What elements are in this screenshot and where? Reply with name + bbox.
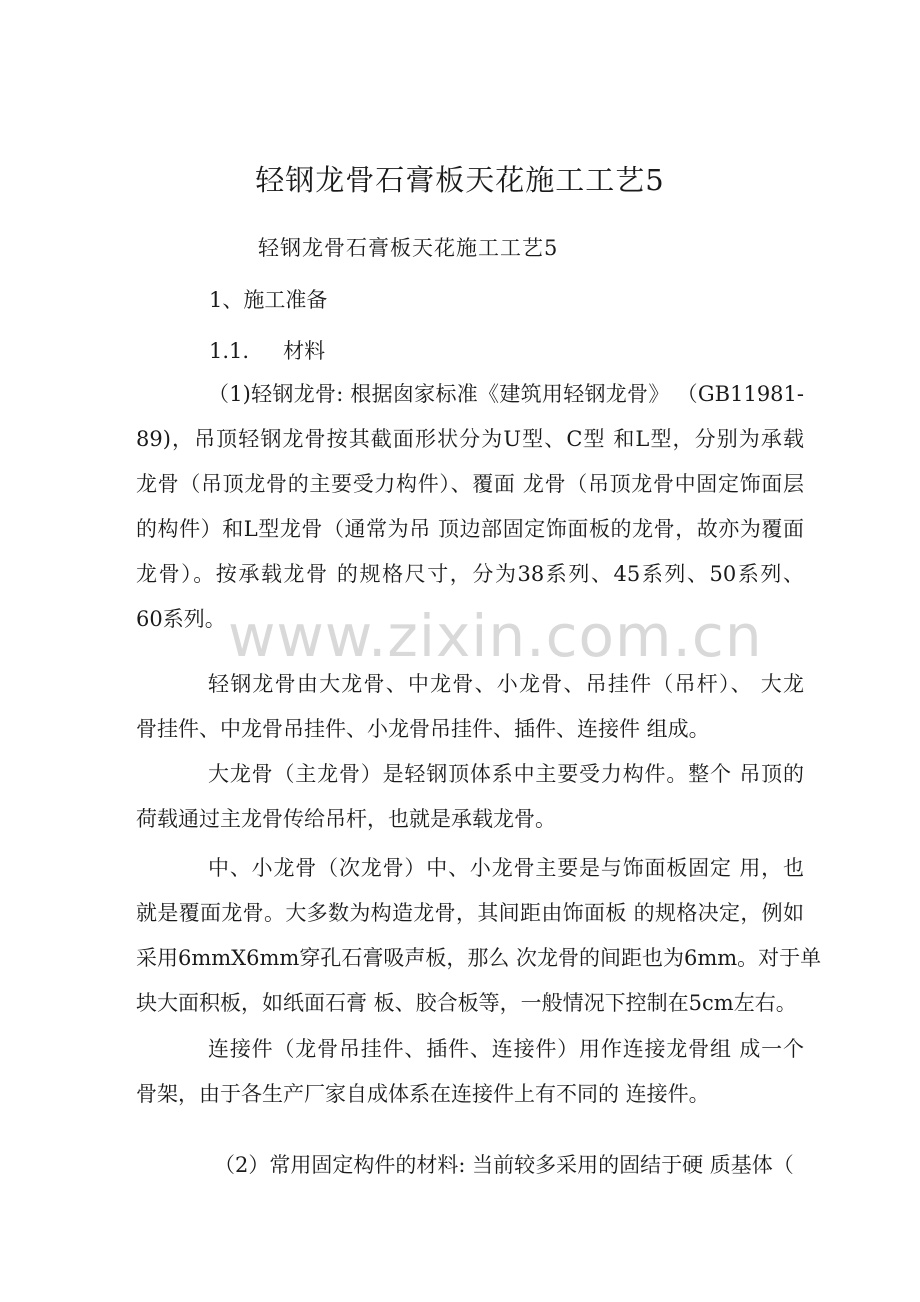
section-number: 1.1. bbox=[209, 339, 250, 363]
paragraph-line: 60系列。 bbox=[136, 607, 226, 631]
paragraph-line: （1)轻钢龙骨: 根据囱家标准《建筑用轻钢龙骨》 （GB11981- bbox=[208, 382, 804, 406]
paragraph-line: 采用6mmX6mm穿孔石膏吸声板，那么 次龙骨的间距也为6mm。对于单 bbox=[136, 946, 822, 970]
paragraph-line: 骨挂件、中龙骨吊挂件、小龙骨吊挂件、插件、连接件 组成。 bbox=[136, 717, 710, 741]
paragraph-fixing-materials bbox=[136, 1143, 804, 1188]
paragraph-line: 龙骨）。按承载龙骨 的规格尺寸，分为38系列、45系列、50系列、 bbox=[136, 562, 804, 586]
paragraph-light-steel-keel bbox=[136, 372, 804, 642]
paragraph-line: 89)，吊顶轻钢龙骨按其截面形状分为U型、C型 和L型，分别为承载 bbox=[136, 427, 804, 451]
paragraph-secondary-keel bbox=[136, 846, 822, 1026]
paragraph-line: 轻钢龙骨由大龙骨、中龙骨、小龙骨、吊挂件（吊杆）、 大龙 bbox=[208, 672, 804, 696]
paragraph-line: 中、小龙骨（次龙骨）中、小龙骨主要是与饰面板固定 用，也 bbox=[208, 856, 804, 880]
paragraph-line: 荷载通过主龙骨传给吊杆，也就是承载龙骨。 bbox=[136, 807, 556, 831]
document-title: 轻钢龙骨石膏板天花施工工艺5 bbox=[255, 163, 665, 197]
paragraph-line: 的构件）和L型龙骨（通常为吊 顶边部固定饰面板的龙骨，故亦为覆面 bbox=[136, 517, 804, 541]
section-heading-1: 1、施工准备 bbox=[209, 288, 328, 312]
paragraph-keel-components bbox=[136, 662, 804, 752]
paragraph-main-keel bbox=[136, 752, 804, 842]
watermark: www.zixin.com.cn bbox=[228, 602, 763, 670]
paragraph-line: （2）常用固定构件的材料: 当前较多采用的固结于硬 质基体（ bbox=[214, 1153, 794, 1177]
paragraph-line: 块大面积板，如纸面石膏 板、胶合板等，一般情况下控制在5cm左右。 bbox=[136, 991, 797, 1015]
paragraph-line: 龙骨（吊顶龙骨的主要受力构件）、覆面 龙骨（吊顶龙骨中固定饰面层 bbox=[136, 472, 804, 496]
section-heading-1-1 bbox=[209, 335, 325, 365]
paragraph-line: 骨架，由于各生产厂家自成体系在连接件上有不同的 连接件。 bbox=[136, 1082, 710, 1106]
section-label: 材料 bbox=[283, 339, 326, 363]
paragraph-line: 连接件（龙骨吊挂件、插件、连接件）用作连接龙骨组 成一个 bbox=[208, 1037, 804, 1061]
document-subtitle: 轻钢龙骨石膏板天花施工工艺5 bbox=[258, 236, 559, 260]
paragraph-line: 就是覆面龙骨。大多数为构造龙骨，其间距由饰面板 的规格决定，例如 bbox=[136, 901, 804, 925]
paragraph-line: 大龙骨（主龙骨）是轻钢顶体系中主要受力构件。整个 吊顶的 bbox=[208, 762, 804, 786]
paragraph-connectors bbox=[136, 1027, 804, 1117]
